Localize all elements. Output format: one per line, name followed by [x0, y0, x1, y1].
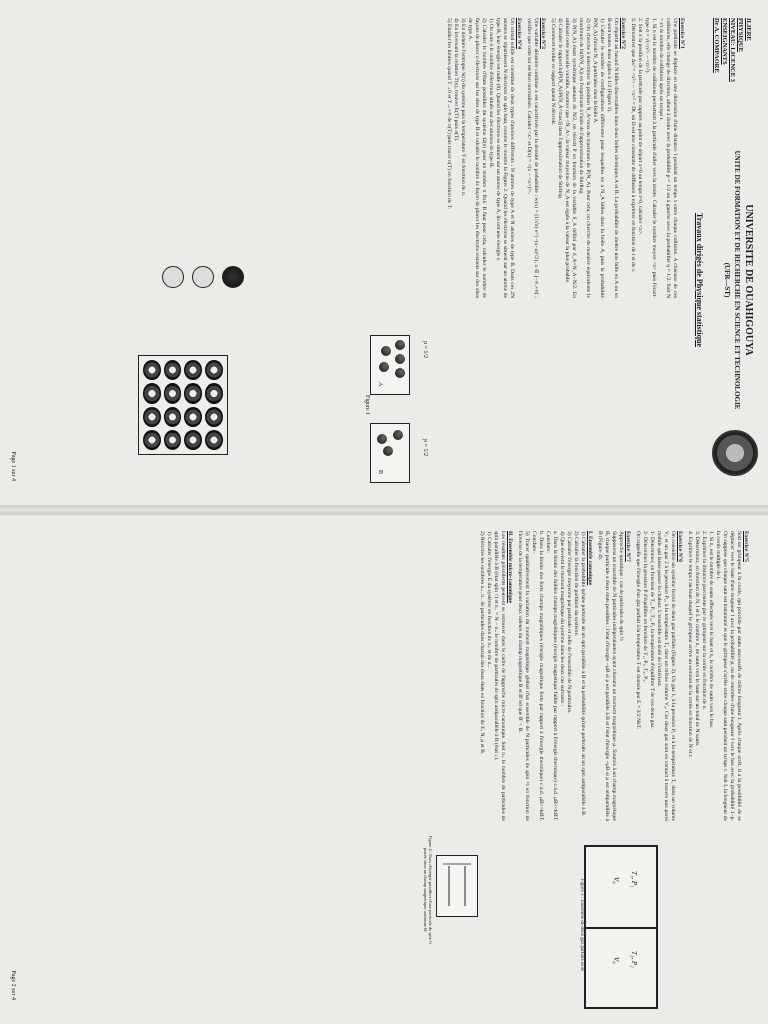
atom-a-icon — [222, 266, 244, 288]
exercise-title: Exercice N°6 — [677, 531, 683, 562]
university-logo-icon — [712, 430, 758, 476]
exercise-title: Exercice N°4 — [516, 18, 522, 49]
header-center — [723, 150, 754, 410]
question: 4) Calculer le rapport ln[P(N_A)/P(N_A^max)] dans l'approximation de Stirling. — [557, 18, 563, 200]
question: 1. Si n est le nombre de collisions permettant à la particule d'aller vers la droite. Calculer le nombre moyen <n> puis l'écart-type σ = √(<n²> − <n>²). — [644, 18, 657, 298]
question: 3. Démontrer que Δx² = <x²> − <x>² = Dt, où D est une constante de diffusion à exprimer en fonction de l et de τ. — [630, 18, 636, 273]
exercise-text: Les résultats précédents peuvent se retrouver dans le cadre de l'approche micro-canonique. Soit n₊ le nombre de particules de spin parallèle à B (état spin ↑) et n₋ = N − n₊ le nombre de particules de spin antiparallèle à B (état ↓). — [493, 531, 506, 821]
gas-1-state: T₁, P₁ — [630, 871, 638, 888]
question: b. Dans la limite des forts champs magnétiques (énergie magnétique forte par rapport à l'énergie thermique) c.à.d. μB>>kBT. Conclure. — [531, 531, 544, 821]
page-1 — [0, 0, 768, 505]
ball-icon — [393, 430, 403, 440]
exercise-title: Exercice N°2 — [620, 18, 626, 49]
page1-content — [445, 18, 688, 298]
header-line: ENSEIGNANTS — [721, 18, 728, 65]
header-line: PHYSIQUE — [737, 18, 744, 52]
atom-icon — [143, 430, 161, 450]
atom-icon — [164, 430, 182, 450]
question: 1. Si n₁ est le nombre de sauts effectués vers le haut et n₂ le nombre de sauts vers le bas. — [708, 531, 714, 729]
question: a. Dans la limite des faibles champs magnétiques (énergie magnétique faible par rapport à l'énergie thermique) c.à.d. μB<<kBT. Conclure. — [545, 531, 558, 821]
question: 5) Etudier les limites quand T→0 et T→+∞ de n(T) puis tracer n(T) en fonction de T. — [446, 18, 452, 210]
gas-2-state: T₂, P₂ — [630, 951, 638, 968]
page-footer: Page 2 sur 4 — [10, 970, 16, 1000]
question: 2. Soit x la position de la particule par rapport au point de départ x=0 au temps t=0, calculer <x>. — [637, 18, 643, 236]
question: 2) Calculer le nombre d'états possibles du système Ω(n) pour un nombre n fixé. Il faut pour cela, calculer le nombre de façons de placer n électrons sur les sites de type B et calculer le nombre de façon de placer les électrons restants sur des sites de type A. — [467, 18, 487, 298]
box-b — [370, 423, 410, 483]
exercise-title: Exercice N°5 — [743, 531, 749, 562]
atom-icon — [164, 407, 182, 427]
atom-icon — [205, 360, 223, 380]
exercise-text: Une variable aléatoire continue x est caractérisée par la densité de probabilité : w(x) = (1/√π) e^{−(x−a)²/2}, x ∈ ]−∞,+∞[ ; vérifier que cette loi est bien normalisée. Calculer <x> et D(x) = <(x − <x>)²>. — [526, 18, 539, 298]
question: 1- Déterminer, en fonction de T₁, P₁, T₂, P₂ la température d'équilibre T de ces deux gaz. — [649, 531, 655, 729]
box-a — [370, 335, 410, 395]
atom-icon — [164, 383, 182, 403]
atom-icon — [164, 360, 182, 380]
figure-4 — [436, 855, 478, 917]
page-footer: Page 1 sur 4 — [10, 451, 16, 481]
exercise-text: Soit un grimpeur à la corde, qui procède par sauts successifs de même longueur l. Après chaque arrêt, il a la possibilité de se déplacer vers le haut d'une longueur l avec la probabilité p, ou de retomber d'une longueur l vers le bas avec la probabilité 1−p. On suppose que chaque saut est instantané et que le grimpeur s'arrête entre chaque saut pendant un temps τ. Soit L la longueur de la corde multiple de l. — [715, 531, 742, 821]
figure-label: p = 1/2 — [422, 341, 428, 359]
question: 5) Comment évolue ce rapport quand N décroit. — [550, 18, 556, 126]
atom-icon — [185, 407, 203, 427]
atom-icon — [143, 383, 161, 403]
document-title: Travaux dirigés de Physique statistique — [695, 212, 704, 348]
question: 5) Tracer qualitativement la variation du moment magnétique global d'un ensemble de N particules de spin ½ en fonction de l'inverse de la température pour deux valeurs du champ magnétique B et B' tel que B' < B. — [517, 531, 530, 821]
question: 2) On cherche à déterminer la position N_A^max du maximum de P(N_A). Pour cela, on cherche de manière équivalente le maximum de ln(P(N_A)) en l'exprimant à l'aide de l'approximation de Stirling. — [578, 18, 591, 298]
question: 2- Déterminer la pression P d'équilibre en fonction de T₁, P₁, T₂, P₂. — [642, 531, 648, 683]
question: 1) On note n le nombre d'électrons situés sur des atomes de type B. — [488, 18, 494, 169]
gas-1-volume: V₀ — [612, 877, 620, 884]
atom-icon — [143, 407, 161, 427]
ball-icon — [395, 368, 405, 378]
question: 2) Calculer la fonction de partition du système. — [573, 531, 579, 637]
header-line: ILIERE — [745, 18, 752, 41]
section-title: I. Ensemble canonique — [587, 531, 593, 586]
exercise-text: Supposons un ensemble de N particules indépendantes ayant chacune un moment magnétique μ. Soumis à un champ magnétique B, chaque particule a deux états possibles : l'état d'énergie −μB si μ est parallèle à B et l'état d'énergie +μB si μ est antiparallèle à B (Figure 4). — [597, 531, 617, 821]
figure-1 — [364, 335, 428, 485]
header-line: Dr A. COMPAORE — [713, 18, 720, 73]
note: On rappelle que l'énergie d'un gaz parfait à la température T est donnée par E = 3/2 NkT. — [635, 531, 641, 730]
ball-icon — [381, 346, 391, 356]
ufr-name: UNITE DE FORMATION ET DE RECHERCHE EN SCIENCE ET TECHNOLOGIE — [733, 150, 741, 410]
university-name: UNIVERSITE DE OUAHIGOUYA — [743, 204, 754, 356]
ufr-code: (UFR—ST) — [723, 262, 731, 298]
page-2 — [0, 515, 768, 1024]
exercise-text: Un cristal solide est constitué de deux types d'atomes différents : N atomes de type A et N atomes de type B. Dans ces 2N atomes se répartissent N électrons de spin haut, comme le montre la Figure 2. Quand les électrons se situent sur un atome de type B, leur énergie est nulle (0). Quand les électrons se situent sur un atome de type A, ils ont une énergie ε. — [495, 18, 515, 298]
section-title: II. Ensemble micro-canonique — [507, 531, 513, 604]
figure-3 — [584, 845, 658, 1009]
question: 2) Réécrire les nombres n₊, n₋ de particules dans chacun des deux états en fonction de E, N, μ et B. — [479, 531, 485, 755]
exercise-text: Une particule se déplace en une dimension d'une distance l pendant un temps τ entre chaque collision. A chacune de ces collisions, elle change de direction, allant à droite avec la probabilité p = 1/2 ou à gauche avec la probabilité q = 1/2. Soit N = t/τ le nombre de collisions après un temps t. — [658, 18, 678, 298]
box-label: A — [377, 382, 383, 387]
question: 1) Calculer le nombre de configurations différentes pour lesquelles on a N_A billes dans la boîte A, puis la probabilité P(N_A) d'avoir N_A particules dans la boîte A. — [592, 18, 605, 298]
atom-icon — [205, 407, 223, 427]
partition-wall — [586, 927, 656, 929]
figure-caption: Figure 4 : Etats d'énergie possibles d'une particule de spin ½ placée dans un champ magnétique uniforme B. — [423, 835, 433, 945]
figure-2-grid — [138, 355, 228, 455]
figure-caption: Figure 1 — [364, 395, 370, 416]
page-gutter — [0, 505, 768, 515]
question: 2. Exprimer la distance parcourue par ce grimpeur sur la corde en fonction de n. — [701, 531, 707, 710]
exercise-title: Exercice N°7 — [625, 531, 631, 562]
electron-icon — [162, 266, 184, 288]
figure-caption: Figure 3 : Ensemble de deux gaz parfaits isolé — [579, 878, 584, 972]
ball-icon — [379, 362, 389, 372]
question: 4) En inversant la relation T(n), trouver E(T) puis n(T). — [453, 18, 459, 142]
atom-icon — [205, 383, 223, 403]
atom-icon — [185, 383, 203, 403]
exercise-text: On répartit au hasard N billes discernables dans deux boîtes identiques A et B. La probabilité de mettre une bille en A ou en B sont toutes deux égales à 1/2 (Figure 1). — [606, 18, 619, 298]
header-left — [712, 18, 752, 138]
question: 3. Déterminez, en fonction de N, l et L le nombre n₁ de sauts vers le haut sur un total de N sauts. — [694, 531, 700, 747]
gas-2-volume: V₀ — [612, 957, 620, 964]
energy-levels-diagram — [437, 856, 477, 916]
ball-icon — [395, 340, 405, 350]
ball-icon — [395, 354, 405, 364]
page2-content — [478, 531, 752, 821]
atom-icon — [185, 430, 203, 450]
atom-icon — [143, 360, 161, 380]
atom-icon — [185, 360, 203, 380]
question: 3) Calculer l'énergie moyenne par particule et celle de l'ensemble de N particules. — [566, 531, 572, 714]
header-line: NIVEAU: LICENCE 3 — [729, 18, 736, 82]
exercise-subtitle: Approche quantique : cas de particules de spin ½ — [618, 531, 624, 641]
exercise-title: Exercice N°3 — [540, 18, 546, 49]
ball-icon — [377, 434, 387, 444]
question: 4) Que devient le moment magnétique du système dans les deux cas suivants : — [559, 531, 565, 707]
question: 4. Exprimer le temps t au bout duquel le grimpeur arrive au sommet de la corde en fonction de N et τ. — [687, 531, 693, 759]
question: 3) En déduire l'entropie S(n) du système puis la température T en fonction de n. — [460, 18, 466, 197]
box-label: B — [377, 470, 383, 475]
exercise-text: On considère un système fermé de deux gaz parfaits (Figure 3). Un gaz 1, à la pression P₁ et à la température T₁ dans un volume V₁ et un gaz 2 à la pression P₂, à la température T₂ dans un même volume V₀. Ces deux gaz sont en contact à travers une paroi mobile qui laisse passer la chaleur. L'ensemble est isolé de l'extérieur. — [656, 531, 676, 821]
question: 1) Calculer l'énergie E du système en fonction de n₊ et de n₋. — [486, 531, 492, 669]
atom-b-icon — [192, 266, 214, 288]
question: 3) P(N_A) étant symétrique autours de N/2, on réécrit P en fonction de la variable δ_A défini par δ_A=N_A−N/2. En utilisant cette nouvelle variable, montrer que <N_A>, la valeur moyenne de N_A est égale à la valeur la plus probable. — [564, 18, 577, 298]
ball-icon — [383, 446, 393, 456]
atom-icon — [205, 430, 223, 450]
figure-2-legend — [158, 262, 248, 332]
exercise-title: Exercice N°1 — [679, 18, 685, 49]
question: 1) Calculer la probabilité qu'une particule ait un spin parallèle à B et la probabilité qu'une particule ait un spin antiparallèle à B. — [580, 531, 586, 817]
figure-label: p = 1/2 — [422, 439, 428, 457]
